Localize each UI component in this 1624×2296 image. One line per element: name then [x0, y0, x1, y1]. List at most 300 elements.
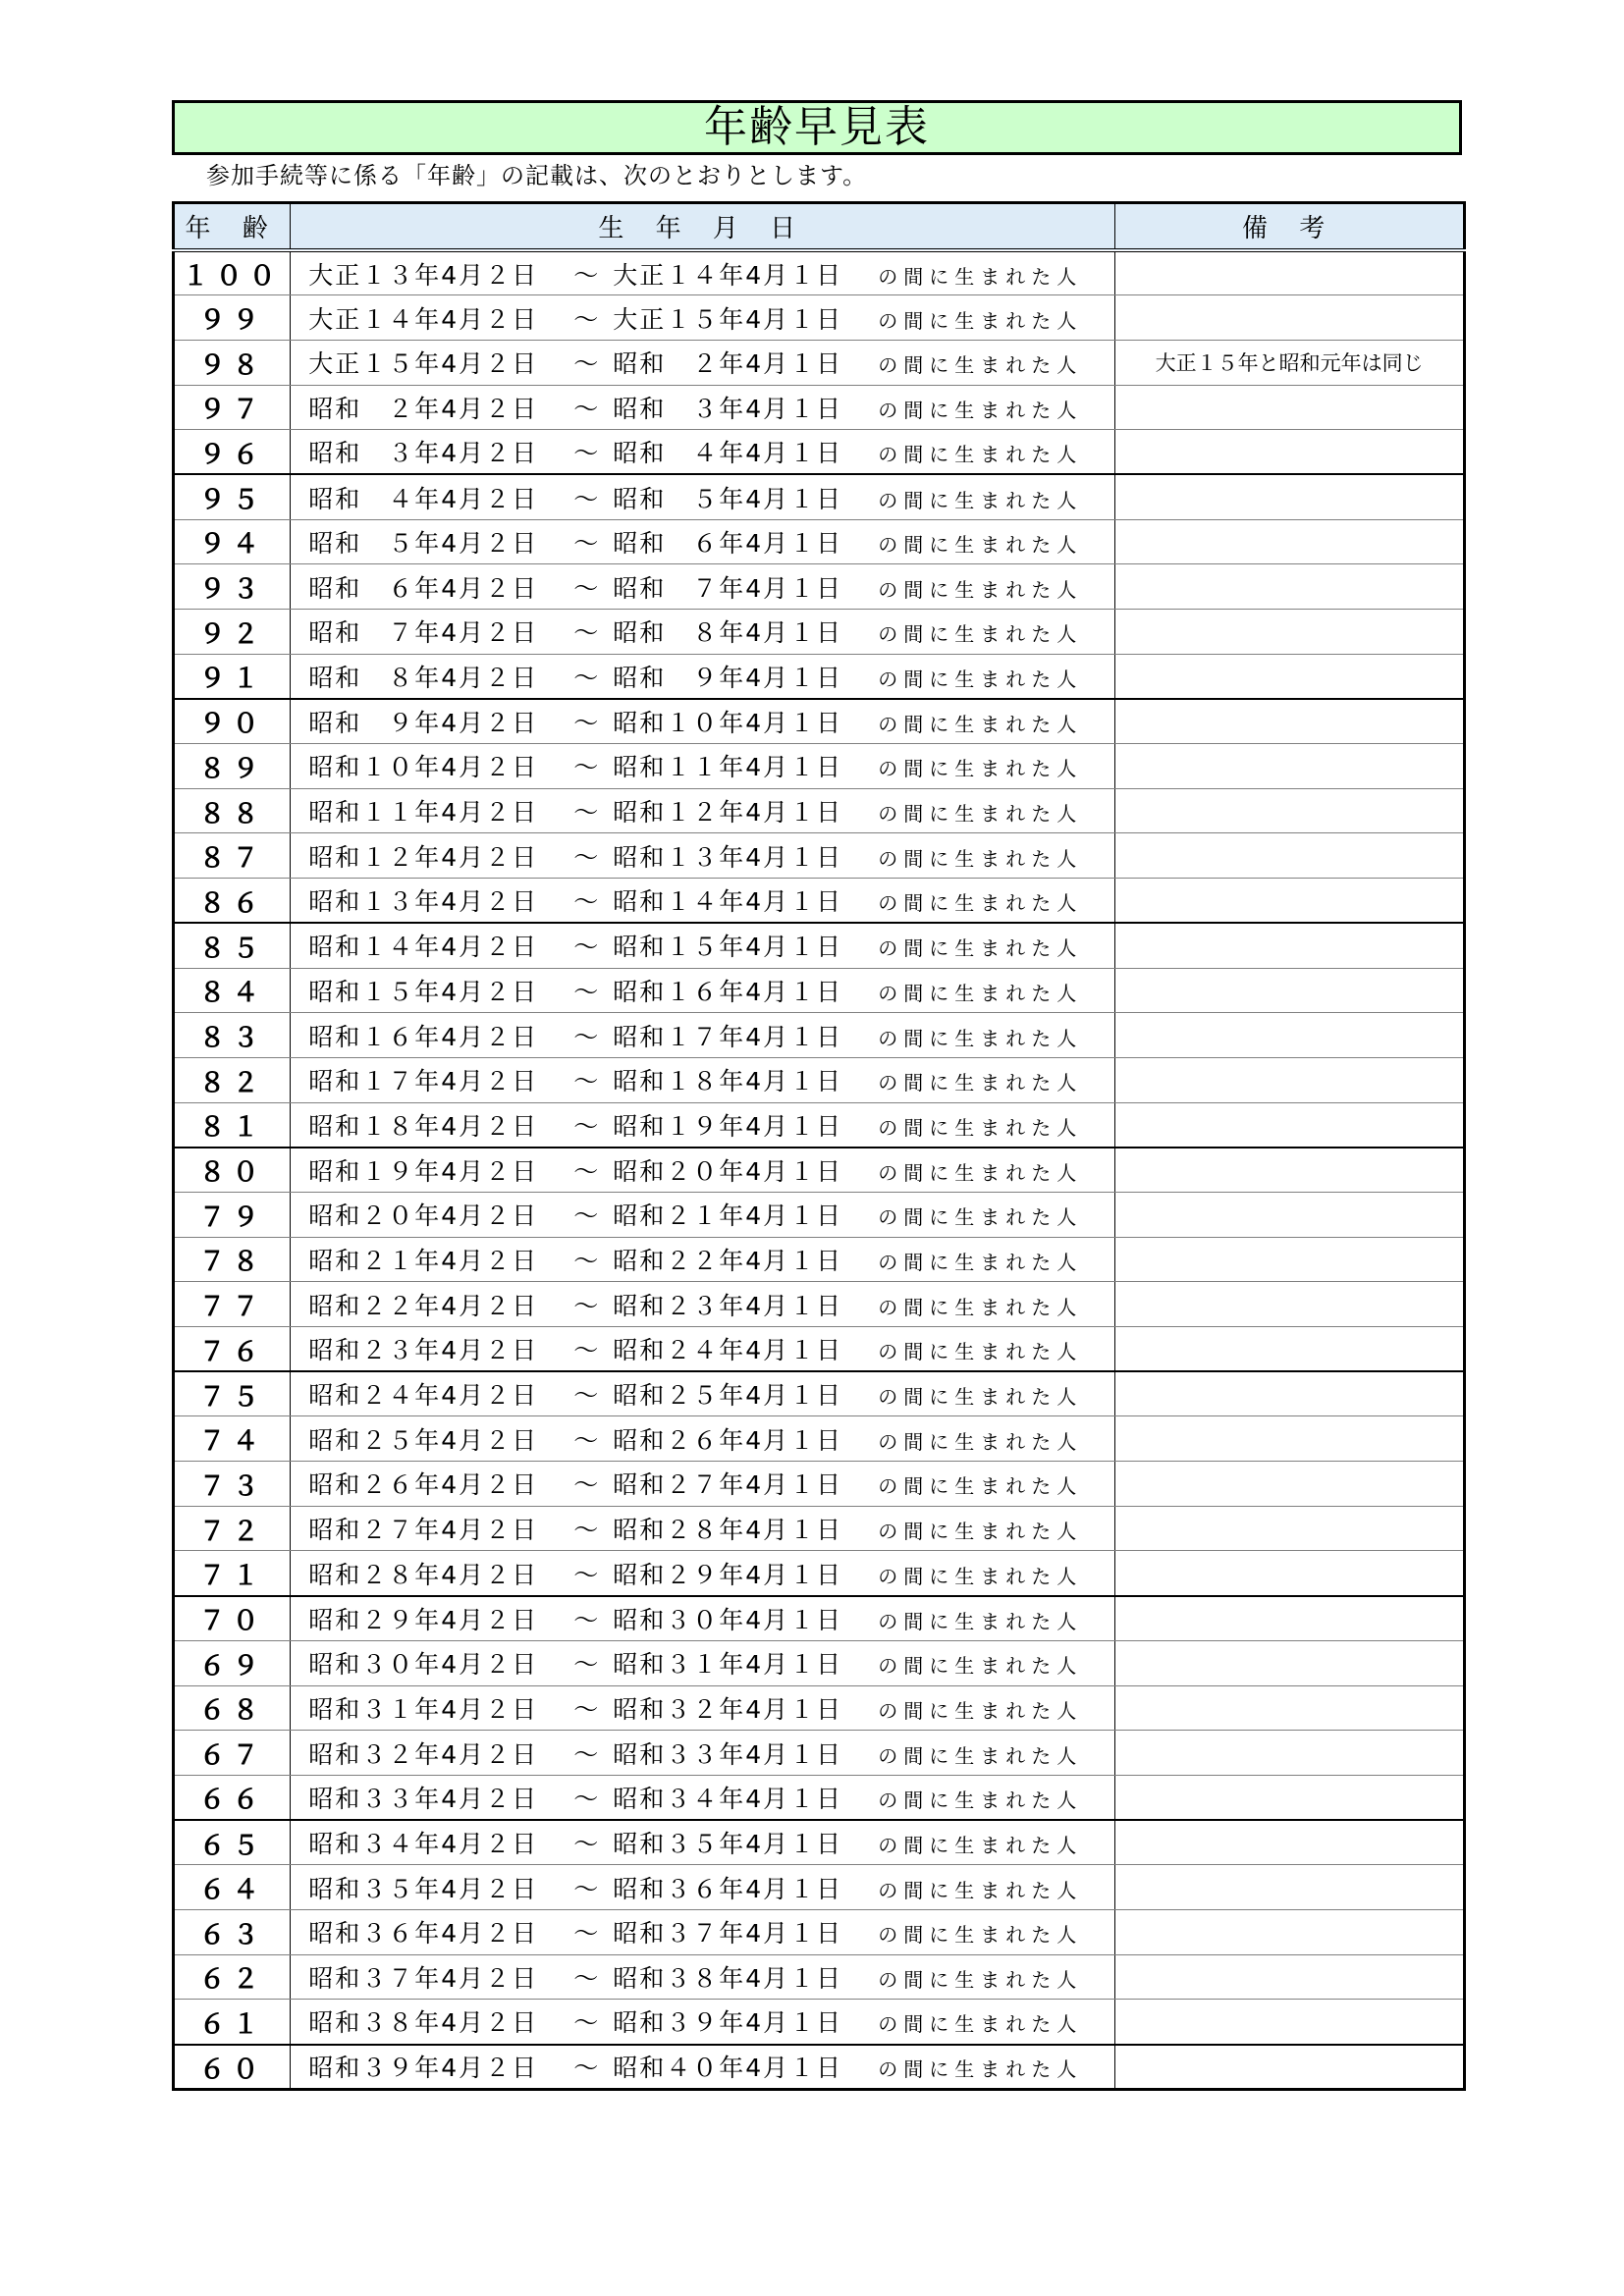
birthdate-cell: [291, 1731, 1115, 1776]
date-from: 昭和１６年4月２日: [308, 1022, 539, 1051]
date-separator: ～: [573, 1291, 599, 1320]
date-from: 昭和１５年4月２日: [308, 977, 539, 1006]
date-suffix: の間に生まれた人: [878, 1340, 1083, 1364]
birthdate-cell: [291, 1865, 1115, 1910]
table-row: [174, 1237, 1465, 1282]
date-from: 昭和２２年4月２日: [308, 1291, 539, 1320]
date-separator: ～: [573, 1470, 599, 1500]
note-cell: [1115, 879, 1465, 924]
birthdate-cell: [291, 1057, 1115, 1102]
date-to: 昭和２３年4月１日: [613, 1291, 843, 1320]
table-row: [174, 1731, 1465, 1776]
date-suffix: の間に生まれた人: [878, 1474, 1083, 1499]
title-box: [172, 100, 1462, 155]
date-separator: ～: [573, 1156, 599, 1186]
age-cell: ８４: [174, 968, 291, 1013]
date-from: 昭和１９年4月２日: [308, 1156, 539, 1186]
age-cell: ７５: [174, 1371, 291, 1416]
date-suffix: の間に生まれた人: [878, 488, 1083, 512]
age-cell: ６８: [174, 1685, 291, 1731]
table-row: [174, 430, 1465, 475]
note-cell: [1115, 1192, 1465, 1237]
age-cell: ６７: [174, 1731, 291, 1776]
date-to: 昭和１５年4月１日: [613, 933, 843, 962]
date-suffix: の間に生まれた人: [878, 1609, 1083, 1633]
date-to: 昭和２８年4月１日: [613, 1516, 843, 1545]
note-cell: [1115, 1462, 1465, 1507]
note-cell: [1115, 2045, 1465, 2090]
date-separator: ～: [573, 1201, 599, 1231]
birthdate-cell: [291, 1102, 1115, 1148]
date-to: 昭和３１年4月１日: [613, 1650, 843, 1680]
date-to: 昭和 ７年4月１日: [613, 573, 843, 603]
date-separator: ～: [573, 1246, 599, 1275]
date-from: 大正１３年4月２日: [308, 260, 539, 290]
table-row: [174, 474, 1465, 519]
note-cell: [1115, 1013, 1465, 1058]
birthdate-cell: [291, 2045, 1115, 2090]
date-suffix: の間に生まれた人: [878, 981, 1083, 1005]
date-to: 大正１４年4月１日: [613, 260, 843, 290]
date-to: 昭和３４年4月１日: [613, 1784, 843, 1813]
date-from: 昭和 ４年4月２日: [308, 484, 539, 513]
date-from: 昭和１２年4月２日: [308, 842, 539, 872]
date-from: 昭和３９年4月２日: [308, 2054, 539, 2083]
note-cell: [1115, 1775, 1465, 1820]
birthdate-cell: [291, 788, 1115, 833]
date-separator: ～: [573, 1111, 599, 1141]
birthdate-cell: [291, 654, 1115, 699]
date-suffix: の間に生まれた人: [878, 443, 1083, 467]
table-row: [174, 1775, 1465, 1820]
date-from: 昭和３０年4月２日: [308, 1650, 539, 1680]
date-from: 昭和１８年4月２日: [308, 1111, 539, 1141]
date-from: 昭和２６年4月２日: [308, 1470, 539, 1500]
date-suffix: の間に生まれた人: [878, 1385, 1083, 1410]
date-to: 昭和１３年4月１日: [613, 842, 843, 872]
date-from: 昭和 ３年4月２日: [308, 439, 539, 468]
date-separator: ～: [573, 1381, 599, 1411]
date-to: 昭和３９年4月１日: [613, 2008, 843, 2038]
note-cell: [1115, 1506, 1465, 1551]
date-suffix: の間に生まれた人: [878, 936, 1083, 961]
note-cell: [1115, 1731, 1465, 1776]
date-separator: ～: [573, 1874, 599, 1903]
date-suffix: の間に生まれた人: [878, 802, 1083, 827]
date-from: 昭和２３年4月２日: [308, 1336, 539, 1365]
date-suffix: の間に生まれた人: [878, 1967, 1083, 1992]
note-cell: [1115, 788, 1465, 833]
date-from: 昭和２９年4月２日: [308, 1605, 539, 1634]
date-to: 昭和２７年4月１日: [613, 1470, 843, 1500]
age-cell: ７０: [174, 1596, 291, 1641]
note-cell: [1115, 1148, 1465, 1193]
date-from: 昭和１０年4月２日: [308, 753, 539, 782]
date-separator: ～: [573, 439, 599, 468]
date-separator: ～: [573, 1425, 599, 1455]
date-separator: ～: [573, 1830, 599, 1859]
date-from: 昭和１４年4月２日: [308, 933, 539, 962]
note-cell: [1115, 1327, 1465, 1372]
age-cell: ７１: [174, 1551, 291, 1596]
date-from: 昭和 ７年4月２日: [308, 618, 539, 648]
date-to: 昭和３０年4月１日: [613, 1605, 843, 1634]
date-to: 昭和３７年4月１日: [613, 1919, 843, 1949]
birthdate-cell: [291, 1640, 1115, 1685]
date-from: 昭和１３年4月２日: [308, 887, 539, 917]
table-row: [174, 1640, 1465, 1685]
table-row: [174, 564, 1465, 610]
age-cell: ６５: [174, 1820, 291, 1865]
age-cell: ７４: [174, 1416, 291, 1462]
age-cell: ７２: [174, 1506, 291, 1551]
age-cell: ９２: [174, 610, 291, 655]
note-cell: [1115, 2000, 1465, 2045]
note-cell: [1115, 1820, 1465, 1865]
date-to: 昭和 ４年4月１日: [613, 439, 843, 468]
age-cell: ７３: [174, 1462, 291, 1507]
note-cell: [1115, 1371, 1465, 1416]
date-to: 昭和１６年4月１日: [613, 977, 843, 1006]
date-to: 昭和３５年4月１日: [613, 1830, 843, 1859]
birthdate-cell: [291, 1192, 1115, 1237]
header-row: [174, 203, 1465, 251]
age-cell: ６１: [174, 2000, 291, 2045]
birthdate-cell: [291, 1775, 1115, 1820]
date-separator: ～: [573, 663, 599, 692]
birthdate-cell: [291, 744, 1115, 789]
table-row: [174, 295, 1465, 341]
date-from: 昭和 ９年4月２日: [308, 708, 539, 737]
birthdate-cell: [291, 833, 1115, 879]
date-separator: ～: [573, 1650, 599, 1680]
age-cell: ６９: [174, 1640, 291, 1685]
date-separator: ～: [573, 1067, 599, 1096]
date-suffix: の間に生まれた人: [878, 1698, 1083, 1723]
table-row: [174, 1057, 1465, 1102]
date-to: 昭和２６年4月１日: [613, 1425, 843, 1455]
note-cell: [1115, 1282, 1465, 1327]
note-cell: [1115, 744, 1465, 789]
date-suffix: の間に生まれた人: [878, 398, 1083, 422]
date-from: 昭和３８年4月２日: [308, 2008, 539, 2038]
birthdate-cell: [291, 1954, 1115, 2000]
date-separator: ～: [573, 484, 599, 513]
date-separator: ～: [573, 349, 599, 379]
note-cell: [1115, 1909, 1465, 1954]
date-from: 昭和 ６年4月２日: [308, 573, 539, 603]
date-from: 大正１４年4月２日: [308, 304, 539, 334]
table-row: [174, 1865, 1465, 1910]
age-cell: ９７: [174, 385, 291, 430]
date-suffix: の間に生まれた人: [878, 308, 1083, 333]
note-cell: [1115, 833, 1465, 879]
date-to: 大正１５年4月１日: [613, 304, 843, 334]
table-row: [174, 923, 1465, 968]
age-cell: ８２: [174, 1057, 291, 1102]
note-cell: [1115, 610, 1465, 655]
date-separator: ～: [573, 1605, 599, 1634]
date-from: 昭和３１年4月２日: [308, 1694, 539, 1724]
table-row: [174, 833, 1465, 879]
date-separator: ～: [573, 933, 599, 962]
date-separator: ～: [573, 2054, 599, 2083]
note-cell: [1115, 1954, 1465, 2000]
date-suffix: の間に生まれた人: [878, 353, 1083, 378]
date-separator: ～: [573, 1694, 599, 1724]
age-cell: ６２: [174, 1954, 291, 2000]
table-row: [174, 788, 1465, 833]
date-to: 昭和１７年4月１日: [613, 1022, 843, 1051]
date-to: 昭和 ８年4月１日: [613, 618, 843, 648]
table-row: [174, 654, 1465, 699]
date-separator: ～: [573, 1919, 599, 1949]
date-from: 昭和２１年4月２日: [308, 1246, 539, 1275]
table-row: [174, 340, 1465, 385]
date-to: 昭和２５年4月１日: [613, 1381, 843, 1411]
age-cell: ８０: [174, 1148, 291, 1193]
header-note: 備 考: [1115, 203, 1465, 251]
table-row: [174, 744, 1465, 789]
date-to: 昭和２０年4月１日: [613, 1156, 843, 1186]
date-suffix: の間に生まれた人: [878, 1250, 1083, 1274]
birthdate-cell: [291, 519, 1115, 564]
date-to: 昭和 ５年4月１日: [613, 484, 843, 513]
age-cell: ６６: [174, 1775, 291, 1820]
note-cell: [1115, 654, 1465, 699]
birthdate-cell: [291, 1013, 1115, 1058]
date-to: 昭和１８年4月１日: [613, 1067, 843, 1096]
date-from: 昭和３６年4月２日: [308, 1919, 539, 1949]
date-separator: ～: [573, 260, 599, 290]
birthdate-cell: [291, 879, 1115, 924]
table-row: [174, 1192, 1465, 1237]
date-suffix: の間に生まれた人: [878, 1429, 1083, 1454]
date-separator: ～: [573, 1022, 599, 1051]
date-to: 昭和２９年4月１日: [613, 1560, 843, 1589]
date-suffix: の間に生まれた人: [878, 1743, 1083, 1768]
table-row: [174, 1327, 1465, 1372]
age-cell: ８８: [174, 788, 291, 833]
date-suffix: の間に生まれた人: [878, 891, 1083, 916]
birthdate-cell: [291, 699, 1115, 744]
age-cell: ８３: [174, 1013, 291, 1058]
date-to: 昭和３６年4月１日: [613, 1874, 843, 1903]
date-separator: ～: [573, 708, 599, 737]
date-from: 昭和３５年4月２日: [308, 1874, 539, 1903]
date-suffix: の間に生まれた人: [878, 667, 1083, 691]
date-suffix: の間に生まれた人: [878, 1788, 1083, 1812]
date-to: 昭和１２年4月１日: [613, 798, 843, 828]
date-suffix: の間に生まれた人: [878, 532, 1083, 557]
date-separator: ～: [573, 1784, 599, 1813]
table-row: [174, 385, 1465, 430]
note-cell: [1115, 923, 1465, 968]
table-row: [174, 1371, 1465, 1416]
date-separator: ～: [573, 1336, 599, 1365]
birthdate-cell: [291, 1148, 1115, 1193]
date-to: 昭和３８年4月１日: [613, 1963, 843, 1993]
date-to: 昭和３２年4月１日: [613, 1694, 843, 1724]
age-cell: ９４: [174, 519, 291, 564]
page-subtitle: 参加手続等に係る「年齢」の記載は、次のとおりとします。: [206, 162, 868, 189]
date-separator: ～: [573, 618, 599, 648]
date-to: 昭和３３年4月１日: [613, 1739, 843, 1769]
date-separator: ～: [573, 2008, 599, 2038]
note-cell: [1115, 1596, 1465, 1641]
table-row: [174, 699, 1465, 744]
table-row: [174, 1685, 1465, 1731]
table-row: [174, 1416, 1465, 1462]
date-from: 昭和 ５年4月２日: [308, 528, 539, 558]
table-row: [174, 1820, 1465, 1865]
date-suffix: の間に生まれた人: [878, 1878, 1083, 1902]
date-separator: ～: [573, 573, 599, 603]
date-suffix: の間に生まれた人: [878, 1160, 1083, 1185]
date-to: 昭和１１年4月１日: [613, 753, 843, 782]
note-cell: [1115, 564, 1465, 610]
note-cell: [1115, 1640, 1465, 1685]
date-from: 昭和 ８年4月２日: [308, 663, 539, 692]
note-cell: [1115, 295, 1465, 341]
date-suffix: の間に生まれた人: [878, 712, 1083, 736]
table-row: [174, 1013, 1465, 1058]
date-suffix: の間に生まれた人: [878, 1564, 1083, 1588]
age-cell: ８７: [174, 833, 291, 879]
date-suffix: の間に生まれた人: [878, 1834, 1083, 1858]
table-row: [174, 1148, 1465, 1193]
table-body: [174, 250, 1465, 2089]
header-age: 年 齢: [174, 203, 291, 251]
date-suffix: の間に生まれた人: [878, 1654, 1083, 1679]
birthdate-cell: [291, 340, 1115, 385]
birthdate-cell: [291, 295, 1115, 341]
birthdate-cell: [291, 1282, 1115, 1327]
note-cell: [1115, 1685, 1465, 1731]
birthdate-cell: [291, 430, 1115, 475]
date-to: 昭和 ２年4月１日: [613, 349, 843, 379]
date-suffix: の間に生まれた人: [878, 577, 1083, 602]
birthdate-cell: [291, 1237, 1115, 1282]
birthdate-cell: [291, 1327, 1115, 1372]
date-separator: ～: [573, 394, 599, 423]
birthdate-cell: [291, 923, 1115, 968]
age-cell: ９５: [174, 474, 291, 519]
table-row: [174, 1462, 1465, 1507]
date-from: 昭和 ２年4月２日: [308, 394, 539, 423]
birthdate-cell: [291, 1909, 1115, 1954]
date-suffix: の間に生まれた人: [878, 1026, 1083, 1050]
birthdate-cell: [291, 2000, 1115, 2045]
page-title: 年齢早見表: [704, 102, 930, 152]
note-cell: 大正１５年と昭和元年は同じ: [1115, 340, 1465, 385]
date-to: 昭和 ６年4月１日: [613, 528, 843, 558]
note-cell: [1115, 1057, 1465, 1102]
date-separator: ～: [573, 1516, 599, 1545]
table-row: [174, 2045, 1465, 2090]
age-table: [172, 201, 1466, 2091]
date-separator: ～: [573, 887, 599, 917]
note-cell: [1115, 1551, 1465, 1596]
date-to: 昭和２１年4月１日: [613, 1201, 843, 1231]
date-suffix: の間に生まれた人: [878, 622, 1083, 647]
date-from: 昭和３３年4月２日: [308, 1784, 539, 1813]
note-cell: [1115, 968, 1465, 1013]
birthdate-cell: [291, 474, 1115, 519]
note-cell: [1115, 699, 1465, 744]
age-cell: ６４: [174, 1865, 291, 1910]
birthdate-cell: [291, 968, 1115, 1013]
birthdate-cell: [291, 1462, 1115, 1507]
age-cell: ９９: [174, 295, 291, 341]
age-cell: ８９: [174, 744, 291, 789]
date-from: 昭和２０年4月２日: [308, 1201, 539, 1231]
date-separator: ～: [573, 1560, 599, 1589]
birthdate-cell: [291, 250, 1115, 295]
date-suffix: の間に生まれた人: [878, 1071, 1083, 1095]
date-suffix: の間に生まれた人: [878, 1520, 1083, 1544]
date-suffix: の間に生まれた人: [878, 1923, 1083, 1948]
age-cell: ６０: [174, 2045, 291, 2090]
date-from: 昭和１１年4月２日: [308, 798, 539, 828]
date-separator: ～: [573, 1739, 599, 1769]
date-separator: ～: [573, 304, 599, 334]
date-from: 昭和３４年4月２日: [308, 1830, 539, 1859]
note-cell: [1115, 385, 1465, 430]
table-row: [174, 1506, 1465, 1551]
age-cell: ９６: [174, 430, 291, 475]
age-cell: ７９: [174, 1192, 291, 1237]
note-cell: [1115, 1865, 1465, 1910]
note-cell: [1115, 430, 1465, 475]
table-row: [174, 519, 1465, 564]
table-row: [174, 968, 1465, 1013]
age-cell: ９０: [174, 699, 291, 744]
birthdate-cell: [291, 1416, 1115, 1462]
note-cell: [1115, 519, 1465, 564]
birthdate-cell: [291, 1685, 1115, 1731]
date-suffix: の間に生まれた人: [878, 1205, 1083, 1230]
table-row: [174, 610, 1465, 655]
birthdate-cell: [291, 564, 1115, 610]
date-from: 昭和３２年4月２日: [308, 1739, 539, 1769]
age-cell: ６３: [174, 1909, 291, 1954]
date-suffix: の間に生まれた人: [878, 757, 1083, 781]
date-suffix: の間に生まれた人: [878, 2057, 1083, 2082]
table-row: [174, 1551, 1465, 1596]
date-from: 昭和２４年4月２日: [308, 1381, 539, 1411]
date-to: 昭和１０年4月１日: [613, 708, 843, 737]
date-suffix: の間に生まれた人: [878, 2012, 1083, 2037]
date-suffix: の間に生まれた人: [878, 1295, 1083, 1319]
age-cell: ７８: [174, 1237, 291, 1282]
date-to: 昭和２２年4月１日: [613, 1246, 843, 1275]
date-to: 昭和１９年4月１日: [613, 1111, 843, 1141]
note-cell: [1115, 474, 1465, 519]
table-row: [174, 879, 1465, 924]
table-row: [174, 1909, 1465, 1954]
note-cell: [1115, 1416, 1465, 1462]
date-separator: ～: [573, 753, 599, 782]
date-suffix: の間に生まれた人: [878, 846, 1083, 871]
date-from: 昭和２７年4月２日: [308, 1516, 539, 1545]
age-cell: ９８: [174, 340, 291, 385]
age-cell: ８１: [174, 1102, 291, 1148]
date-suffix: の間に生まれた人: [878, 1115, 1083, 1140]
age-cell: ８６: [174, 879, 291, 924]
date-from: 昭和３７年4月２日: [308, 1963, 539, 1993]
date-separator: ～: [573, 842, 599, 872]
